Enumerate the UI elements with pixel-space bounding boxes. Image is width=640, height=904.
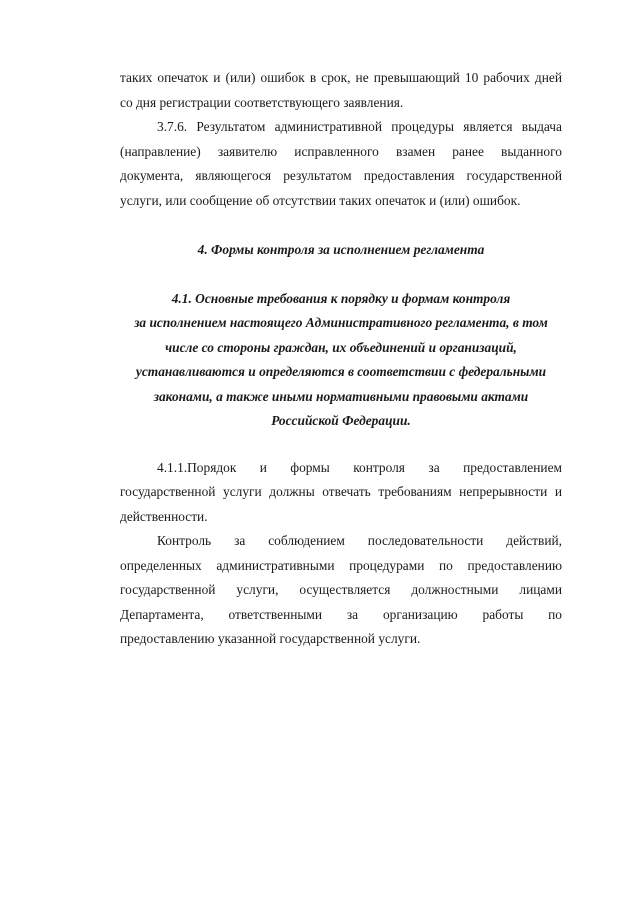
- text-line: (направление) заявителю исправленного взамен ранее выданного: [120, 143, 562, 159]
- text-line: документа, являющегося результатом предоставления государственной: [120, 168, 562, 183]
- document-page: [120, 66, 562, 652]
- text-line: таких опечаток и (или) ошибок в срок, не превышающий 10 рабочих дней: [120, 70, 562, 85]
- spacer: [120, 434, 562, 456]
- paragraph-control: [120, 529, 562, 652]
- spacer: [120, 213, 562, 238]
- heading-line: Российской Федерации.: [271, 413, 411, 428]
- subsection-heading: [120, 287, 562, 434]
- heading-line: законами, а также иными нормативными правовыми актами: [153, 388, 529, 404]
- paragraph-4-1-1: [120, 456, 562, 530]
- text-line: государственной услуги должны отвечать требованиям непрерывности и: [120, 484, 562, 499]
- section-heading: 4. Формы контроля за исполнением регламента: [197, 241, 485, 257]
- text-line: Контроль за соблюдением последовательности действий,: [157, 533, 562, 548]
- heading-line: за исполнением настоящего Административного регламента, в том: [134, 315, 548, 330]
- paragraph-3-7-6: [120, 115, 562, 213]
- text-line: государственной услуги, осуществляется должностными лицами: [120, 582, 562, 597]
- text-line: 4.1.1.Порядок и формы контроля за предоставлением: [157, 459, 562, 475]
- text-line: предоставлению указанной государственной услуги.: [120, 631, 421, 646]
- text-line: 3.7.6. Результатом административной процедуры является выдача: [157, 119, 562, 134]
- heading-line: числе со стороны граждан, их объединений и организаций,: [165, 339, 517, 355]
- heading-line: 4.1. Основные требования к порядку и формам контроля: [171, 290, 511, 306]
- text-line: Департамента, ответственными за организацию работы по: [120, 606, 562, 622]
- text-line: определенных административными процедурами по предоставлению: [120, 557, 562, 573]
- text-line: услуги, или сообщение об отсутствии таких опечаток и (или) ошибок.: [120, 192, 521, 208]
- text-line: со дня регистрации соответствующего заявления.: [120, 94, 404, 110]
- text-line: действенности.: [120, 508, 208, 524]
- paragraph-intro: [120, 66, 562, 115]
- heading-line: устанавливаются и определяются в соответствии с федеральными: [135, 364, 547, 379]
- spacer: [120, 262, 562, 287]
